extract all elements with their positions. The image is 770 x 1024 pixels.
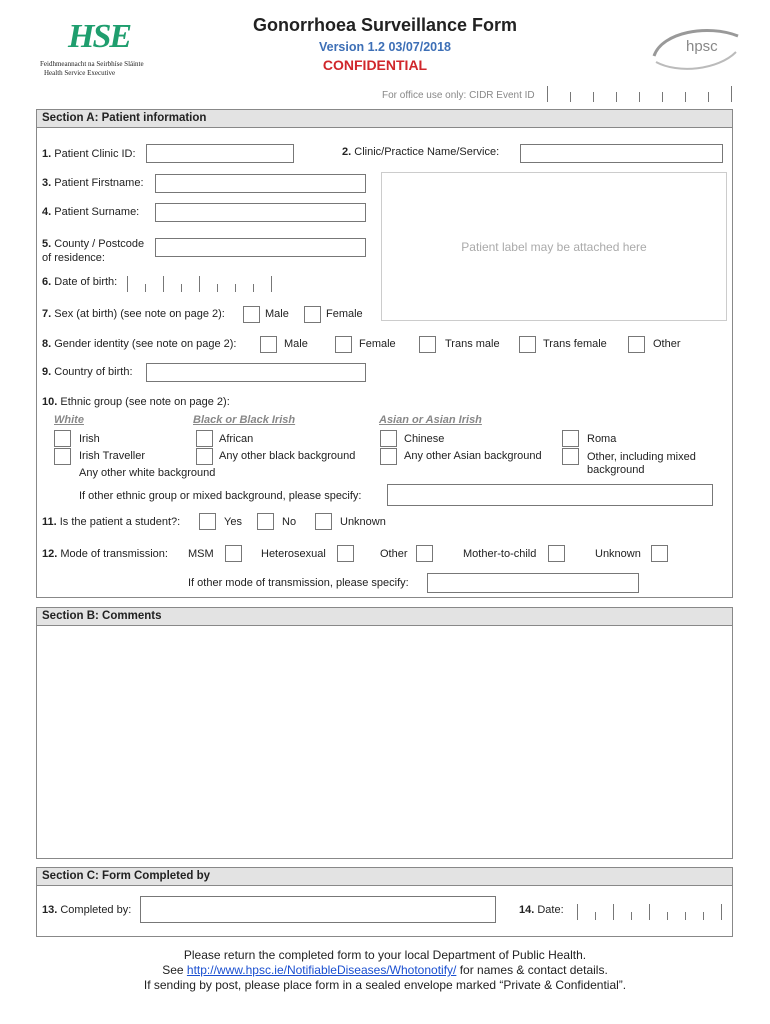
q10-number: 10. bbox=[42, 396, 58, 408]
q9-text: Country of birth: bbox=[54, 366, 133, 378]
office-use-label: For office use only: CIDR Event ID bbox=[382, 90, 535, 101]
q2-text: Clinic/Practice Name/Service: bbox=[354, 146, 500, 158]
gender-male-checkbox[interactable] bbox=[260, 336, 277, 353]
transmission-msm-checkbox[interactable] bbox=[225, 545, 242, 562]
ethnic-chinese-label: Chinese bbox=[404, 433, 445, 445]
q4-label bbox=[42, 206, 139, 218]
q8-label bbox=[42, 338, 236, 350]
q4-number: 4. bbox=[42, 206, 52, 218]
q8-number: 8. bbox=[42, 338, 52, 350]
country-of-birth-input[interactable] bbox=[146, 363, 366, 382]
patient-clinic-id-input[interactable] bbox=[146, 144, 294, 163]
ethnic-mixed-checkbox[interactable] bbox=[562, 448, 579, 465]
q14-number: 14. bbox=[519, 904, 535, 916]
sex-male-checkbox[interactable] bbox=[243, 306, 260, 323]
transmission-hetero-checkbox[interactable] bbox=[337, 545, 354, 562]
transmission-hetero-label: Heterosexual bbox=[261, 548, 326, 560]
student-no-checkbox[interactable] bbox=[257, 513, 274, 530]
transmission-other-checkbox[interactable] bbox=[416, 545, 433, 562]
transmission-specify-label: If other mode of transmission, please specify: bbox=[188, 577, 409, 589]
student-unknown-label: Unknown bbox=[340, 516, 386, 528]
gender-other-label: Other bbox=[653, 338, 681, 350]
student-yes-label: Yes bbox=[224, 516, 242, 528]
q7-label bbox=[42, 308, 225, 320]
q1-label bbox=[42, 148, 136, 160]
q11-text: Is the patient a student?: bbox=[59, 516, 181, 528]
q3-text: Patient Firstname: bbox=[54, 177, 144, 189]
q3-label bbox=[42, 177, 144, 189]
ethnic-roma-checkbox[interactable] bbox=[562, 430, 579, 447]
q4-text: Patient Surname: bbox=[54, 206, 140, 218]
q12-label bbox=[42, 548, 168, 560]
q8-text: Gender identity (see note on page 2): bbox=[54, 338, 237, 350]
hpsc-logo-text: hpsc bbox=[686, 38, 718, 55]
q5-number: 5. bbox=[42, 238, 52, 250]
q13-number: 13. bbox=[42, 904, 58, 916]
transmission-mtc-label: Mother-to-child bbox=[463, 548, 537, 560]
transmission-unknown-label: Unknown bbox=[595, 548, 641, 560]
ethnic-chinese-checkbox[interactable] bbox=[380, 430, 397, 447]
q5-text-2: of residence: bbox=[42, 252, 105, 264]
ethnic-white-heading: White bbox=[54, 414, 84, 426]
ethnic-african-label: African bbox=[219, 433, 254, 445]
county-postcode-input[interactable] bbox=[155, 238, 366, 257]
q14-text: Date: bbox=[537, 904, 564, 916]
section-b bbox=[36, 607, 733, 859]
q7-number: 7. bbox=[42, 308, 52, 320]
gender-male-label: Male bbox=[284, 338, 308, 350]
q2-number: 2. bbox=[342, 146, 352, 158]
date-of-birth-input[interactable] bbox=[127, 276, 272, 292]
ethnic-african-checkbox[interactable] bbox=[196, 430, 213, 447]
section-b-header: Section B: Comments bbox=[37, 608, 732, 626]
ethnic-mixed-label bbox=[587, 451, 696, 477]
gender-trans-female-checkbox[interactable] bbox=[519, 336, 536, 353]
transmission-msm-label: MSM bbox=[188, 548, 214, 560]
ethnic-traveller-label: Irish Traveller bbox=[79, 450, 146, 462]
ethnic-irish-label: Irish bbox=[79, 433, 100, 445]
ethnic-black-heading: Black or Black Irish bbox=[193, 414, 296, 426]
q12-text: Mode of transmission: bbox=[60, 548, 168, 560]
clinic-name-input[interactable] bbox=[520, 144, 723, 163]
q5-label bbox=[42, 237, 144, 265]
q13-text: Completed by: bbox=[60, 904, 132, 916]
gender-trans-female-label: Trans female bbox=[543, 338, 607, 350]
hpsc-logo bbox=[648, 22, 744, 74]
ethnic-specify-label: If other ethnic group or mixed background, please specify: bbox=[79, 490, 362, 502]
completed-date-input[interactable] bbox=[577, 904, 722, 920]
q6-number: 6. bbox=[42, 276, 52, 288]
q1-text: Patient Clinic ID: bbox=[54, 148, 136, 160]
q10-text: Ethnic group (see note on page 2): bbox=[60, 396, 230, 408]
who-to-notify-link[interactable]: http://www.hpsc.ie/NotifiableDiseases/Whotonotify/ bbox=[186, 963, 457, 977]
q6-label bbox=[42, 276, 117, 288]
hse-logo-mark: HSE bbox=[68, 18, 131, 55]
ethnic-other-black-label: Any other black background bbox=[219, 450, 356, 462]
ethnic-mixed-text: Other, including mixed bbox=[587, 451, 696, 463]
ethnic-specify-input[interactable] bbox=[387, 484, 713, 506]
q2-label bbox=[342, 146, 499, 158]
transmission-mtc-checkbox[interactable] bbox=[548, 545, 565, 562]
completed-by-input[interactable] bbox=[140, 896, 496, 923]
q9-number: 9. bbox=[42, 366, 52, 378]
patient-firstname-input[interactable] bbox=[155, 174, 366, 193]
gender-other-checkbox[interactable] bbox=[628, 336, 645, 353]
ethnic-asian-heading: Asian or Asian Irish bbox=[379, 414, 482, 426]
hse-logo-line1: Feidhmeannacht na Seirbhíse Sláinte bbox=[40, 60, 144, 68]
q6-text: Date of birth: bbox=[54, 276, 118, 288]
comments-area[interactable] bbox=[37, 626, 732, 858]
transmission-unknown-checkbox[interactable] bbox=[651, 545, 668, 562]
q7-text: Sex (at birth) (see note on page 2): bbox=[54, 308, 225, 320]
footer-line1: Please return the completed form to your local Department of Public Health. bbox=[183, 948, 587, 962]
ethnic-other-asian-checkbox[interactable] bbox=[380, 448, 397, 465]
q10-label bbox=[42, 396, 230, 408]
footer-line3: If sending by post, please place form in a sealed envelope marked “Private & Confidential”. bbox=[143, 978, 627, 992]
ethnic-roma-label: Roma bbox=[587, 433, 617, 445]
student-unknown-checkbox[interactable] bbox=[315, 513, 332, 530]
ethnic-traveller-checkbox[interactable] bbox=[54, 448, 71, 465]
gender-trans-male-label: Trans male bbox=[445, 338, 500, 350]
patient-surname-input[interactable] bbox=[155, 203, 366, 222]
q11-label bbox=[42, 516, 180, 528]
ethnic-irish-checkbox[interactable] bbox=[54, 430, 71, 447]
ethnic-mixed-text-2: background bbox=[587, 464, 645, 476]
ethnic-other-black-checkbox[interactable] bbox=[196, 448, 213, 465]
footer-line2-post: for names & contact details. bbox=[456, 963, 608, 977]
section-c-header: Section C: Form Completed by bbox=[37, 868, 732, 886]
confidential-label: CONFIDENTIAL bbox=[322, 57, 428, 73]
q1-number: 1. bbox=[42, 148, 52, 160]
student-no-label: No bbox=[282, 516, 297, 528]
sex-female-checkbox[interactable] bbox=[304, 306, 321, 323]
q9-label bbox=[42, 366, 133, 378]
q11-number: 11. bbox=[42, 516, 57, 528]
transmission-specify-input[interactable] bbox=[427, 573, 639, 593]
ethnic-other-asian-label: Any other Asian background bbox=[404, 450, 542, 462]
q5-text: County / Postcode bbox=[54, 238, 145, 250]
hse-logo-line2: Health Service Executive bbox=[44, 69, 116, 77]
student-yes-checkbox[interactable] bbox=[199, 513, 216, 530]
hse-logo bbox=[40, 18, 150, 78]
sex-female-label: Female bbox=[326, 308, 363, 320]
section-a-header: Section A: Patient information bbox=[37, 110, 732, 128]
form-version: Version 1.2 03/07/2018 bbox=[318, 40, 452, 54]
cidr-event-id-input[interactable] bbox=[547, 86, 732, 102]
patient-label-placeholder: Patient label may be attached here bbox=[461, 240, 647, 254]
form-title: Gonorrhoea Surveillance Form bbox=[252, 15, 518, 35]
footer-line2-pre: See bbox=[162, 963, 187, 977]
q13-label bbox=[42, 904, 131, 916]
ethnic-other-white-label: Any other white background bbox=[79, 467, 216, 479]
q14-label bbox=[519, 904, 564, 916]
transmission-other-label: Other bbox=[380, 548, 408, 560]
gender-trans-male-checkbox[interactable] bbox=[419, 336, 436, 353]
footer-line2 bbox=[0, 963, 770, 977]
sex-male-label: Male bbox=[265, 308, 289, 320]
q3-number: 3. bbox=[42, 177, 52, 189]
gender-female-label: Female bbox=[359, 338, 396, 350]
q12-number: 12. bbox=[42, 548, 58, 560]
gender-female-checkbox[interactable] bbox=[335, 336, 352, 353]
